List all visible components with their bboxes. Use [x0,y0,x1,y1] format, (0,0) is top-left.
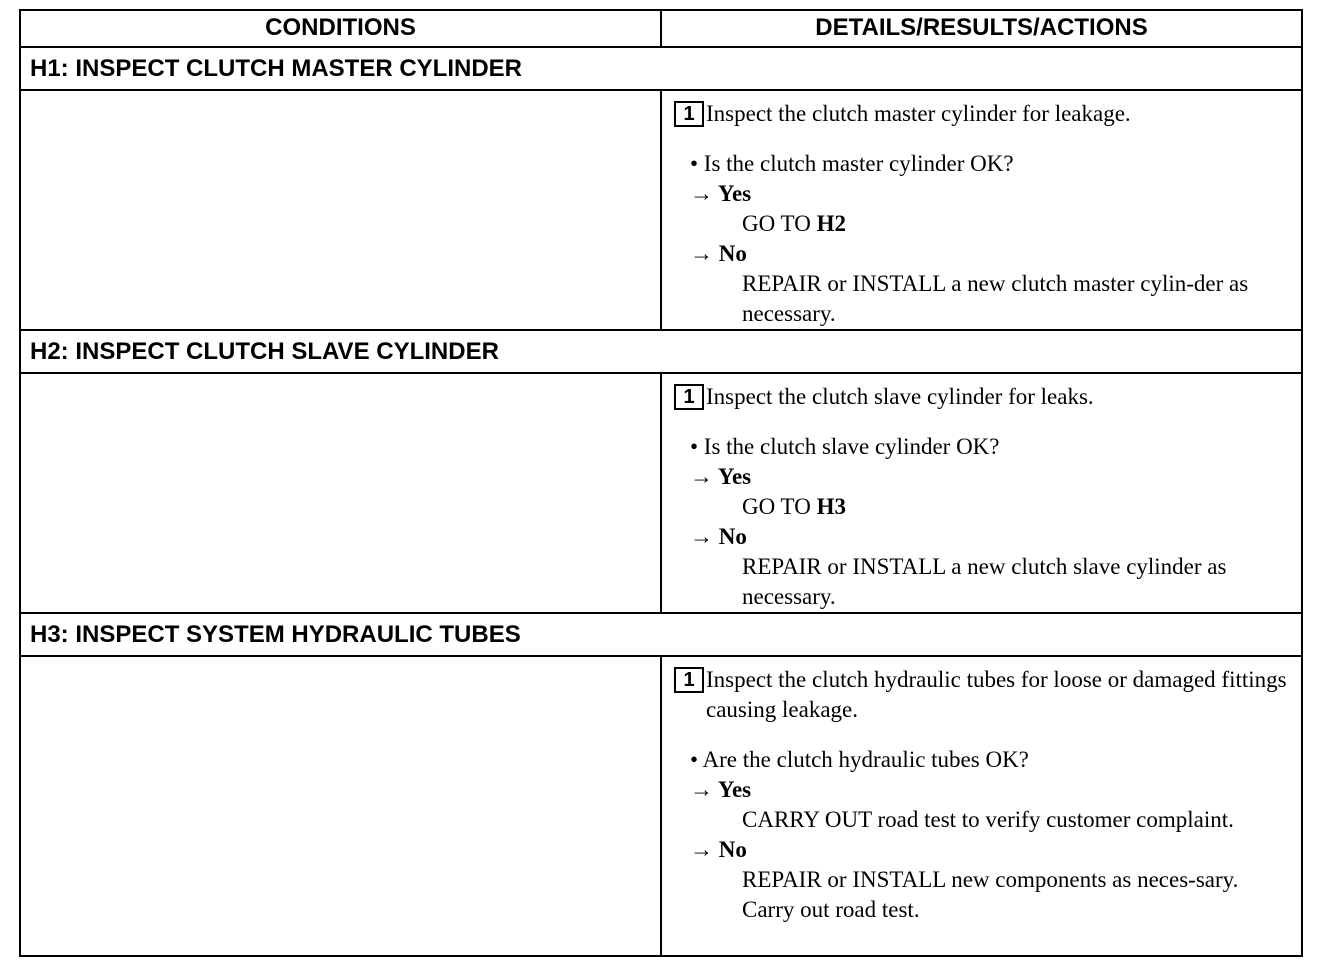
conditions-header: CONDITIONS [21,11,662,46]
table-header [21,11,1301,48]
conditions-cell-h3 [21,657,662,955]
section-title-h3: H3: INSPECT SYSTEM HYDRAULIC TUBES [21,614,1301,657]
yes-action [674,492,1293,522]
conditions-cell-h2 [21,374,662,612]
step-h1 [674,99,1293,129]
section-body-h3 [21,657,1301,955]
yes-action-prefix: GO TO [742,211,817,236]
yes-label: → Yes [690,464,752,489]
details-cell-h2 [662,374,1301,612]
yes-action: CARRY OUT road test to verify customer complaint. [742,807,1234,832]
no-label: → No [690,241,747,266]
question: • Are the clutch hydraulic tubes OK? [690,747,1029,772]
step-text: Inspect the clutch master cylinder for leakage. [706,101,1131,126]
no-label: → No [690,837,747,862]
no-action: REPAIR or INSTALL new components as neces-sary. Carry out road test. [742,867,1239,922]
step-number-box: 1 [674,384,704,410]
section-title-h2: H2: INSPECT CLUTCH SLAVE CYLINDER [21,331,1301,374]
step-text: Inspect the clutch slave cylinder for leaks. [706,384,1094,409]
yes-action-target: H2 [816,211,846,236]
step-text: Inspect the clutch hydraulic tubes for loose or damaged fittings causing leakage. [706,667,1287,722]
section-title-h1: H1: INSPECT CLUTCH MASTER CYLINDER [21,48,1301,91]
conditions-cell-h1 [21,91,662,329]
details-cell-h3 [662,657,1301,955]
no-label: → No [690,524,747,549]
yes-action-prefix: GO TO [742,494,817,519]
yes-action [674,209,1293,239]
yes-action-target: H3 [816,494,846,519]
step-h3 [674,665,1293,725]
details-header: DETAILS/RESULTS/ACTIONS [815,14,1148,41]
step-number-box: 1 [674,667,704,693]
details-cell-h1 [662,91,1301,329]
question: • Is the clutch slave cylinder OK? [690,434,1000,459]
yes-label: → Yes [690,777,752,802]
no-action: REPAIR or INSTALL a new clutch master cylin-der as necessary. [742,271,1249,326]
yes-label: → Yes [690,181,752,206]
no-action: REPAIR or INSTALL a new clutch slave cylinder as necessary. [742,554,1227,609]
section-body-h2 [21,374,1301,614]
step-h2 [674,382,1293,412]
question: • Is the clutch master cylinder OK? [690,151,1014,176]
section-body-h1 [21,91,1301,331]
step-number-box: 1 [674,101,704,127]
diagnostic-table [19,9,1303,957]
